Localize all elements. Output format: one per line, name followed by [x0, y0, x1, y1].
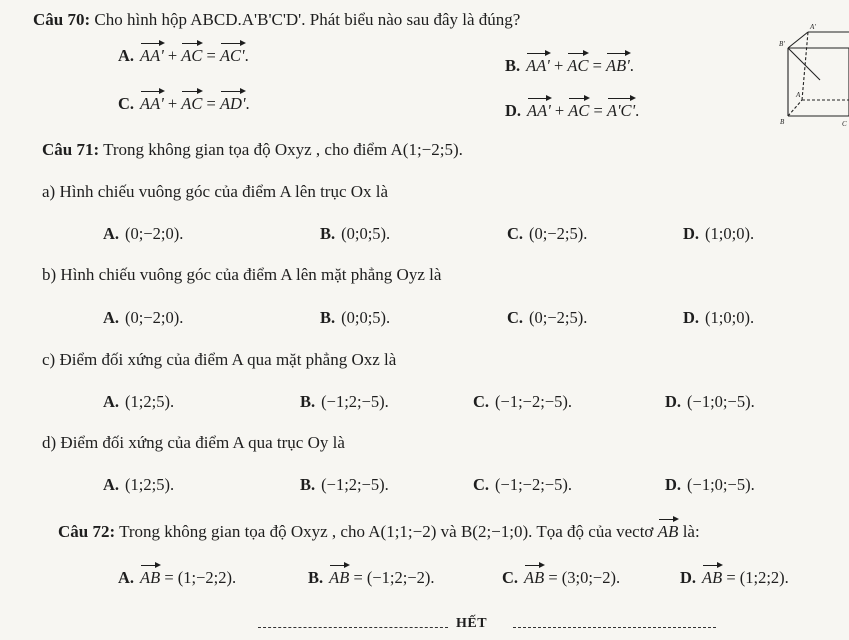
q71a-option-a[interactable]: A. (0;−2;0). — [103, 224, 184, 243]
q72-option-d[interactable]: D. AB = (1;2;2). — [680, 568, 789, 587]
q72-option-c[interactable]: C. AB = (3;0;−2). — [502, 568, 621, 587]
q71c-option-a[interactable]: A. (1;2;5). — [103, 392, 175, 411]
q70-label: Câu 70: — [33, 10, 91, 29]
q71-header — [42, 140, 463, 160]
q70-option-c[interactable]: C. AA' + AC = AD'. — [118, 94, 250, 113]
q71b-prompt: b) Hình chiếu vuông góc của điểm A lên mặt phẳng Oyz là — [42, 265, 442, 284]
q71d-option-a[interactable]: A. (1;2;5). — [103, 475, 175, 494]
q72-label: Câu 72: — [58, 522, 116, 541]
q72-option-b[interactable]: B. AB = (−1;2;−2). — [308, 568, 435, 587]
footer-divider-right — [513, 627, 716, 628]
q71-text: Trong không gian tọa độ Oxyz , cho điểm A(1;−2;5). — [103, 140, 463, 159]
q72-vector: AB — [657, 522, 679, 541]
q70-header — [33, 10, 520, 30]
q72-option-a[interactable]: A. AB = (1;−2;2). — [118, 568, 237, 587]
label-a-prime: A' — [810, 23, 816, 31]
q70-option-d[interactable]: D. AA' + AC = A'C'. — [505, 101, 640, 120]
edge-hidden-bottom — [788, 100, 802, 116]
q71d-option-c[interactable]: C. (−1;−2;−5). — [473, 475, 572, 494]
q71b-option-d[interactable]: D. (1;0;0). — [683, 308, 755, 327]
label-c: C — [842, 120, 847, 128]
q72-header — [58, 522, 700, 542]
q71d-option-b[interactable]: B. (−1;2;−5). — [300, 475, 389, 494]
q70-option-a[interactable]: A. AA' + AC = AC'. — [118, 46, 249, 65]
q71b-option-b[interactable]: B. (0;0;5). — [320, 308, 391, 327]
q71b-option-c[interactable]: C. (0;−2;5). — [507, 308, 588, 327]
q70-option-b[interactable]: B. AA' + AC = AB'. — [505, 56, 634, 75]
footer-end-text: HẾT — [456, 616, 488, 631]
q71a-option-d[interactable]: D. (1;0;0). — [683, 224, 755, 243]
q72-text: Trong không gian tọa độ Oxyz , cho A(1;1;−2) và B(2;−1;0). Tọa độ của vectơ — [119, 522, 654, 541]
q71c-option-d[interactable]: D. (−1;0;−5). — [665, 392, 755, 411]
q71d-prompt: d) Điểm đối xứng của điểm A qua trục Oy là — [42, 433, 345, 452]
q70-text: Cho hình hộp ABCD.A'B'C'D'. Phát biểu nào sau đây là đúng? — [94, 10, 521, 29]
q72-text-end: là: — [682, 522, 700, 541]
q71c-option-c[interactable]: C. (−1;−2;−5). — [473, 392, 572, 411]
q71a-option-c[interactable]: C. (0;−2;5). — [507, 224, 588, 243]
q71c-option-b[interactable]: B. (−1;2;−5). — [300, 392, 389, 411]
q71a-option-b[interactable]: B. (0;0;5). — [320, 224, 391, 243]
parallelepiped-figure — [770, 20, 849, 130]
edge-hidden-vertical — [802, 32, 808, 100]
q71a-prompt: a) Hình chiếu vuông góc của điểm A lên trục Ox là — [42, 182, 389, 201]
footer-divider-left — [258, 627, 448, 628]
q71-label: Câu 71: — [42, 140, 100, 159]
label-b: B — [780, 118, 785, 126]
q71b-option-a[interactable]: A. (0;−2;0). — [103, 308, 184, 327]
q71c-prompt: c) Điểm đối xứng của điểm A qua mặt phẳng Oxz là — [42, 350, 397, 369]
label-b-prime: B' — [779, 40, 785, 48]
q71d-option-d[interactable]: D. (−1;0;−5). — [665, 475, 755, 494]
diagonal-face — [788, 48, 820, 80]
label-a: A — [796, 91, 801, 99]
edge-top-left — [788, 32, 808, 48]
